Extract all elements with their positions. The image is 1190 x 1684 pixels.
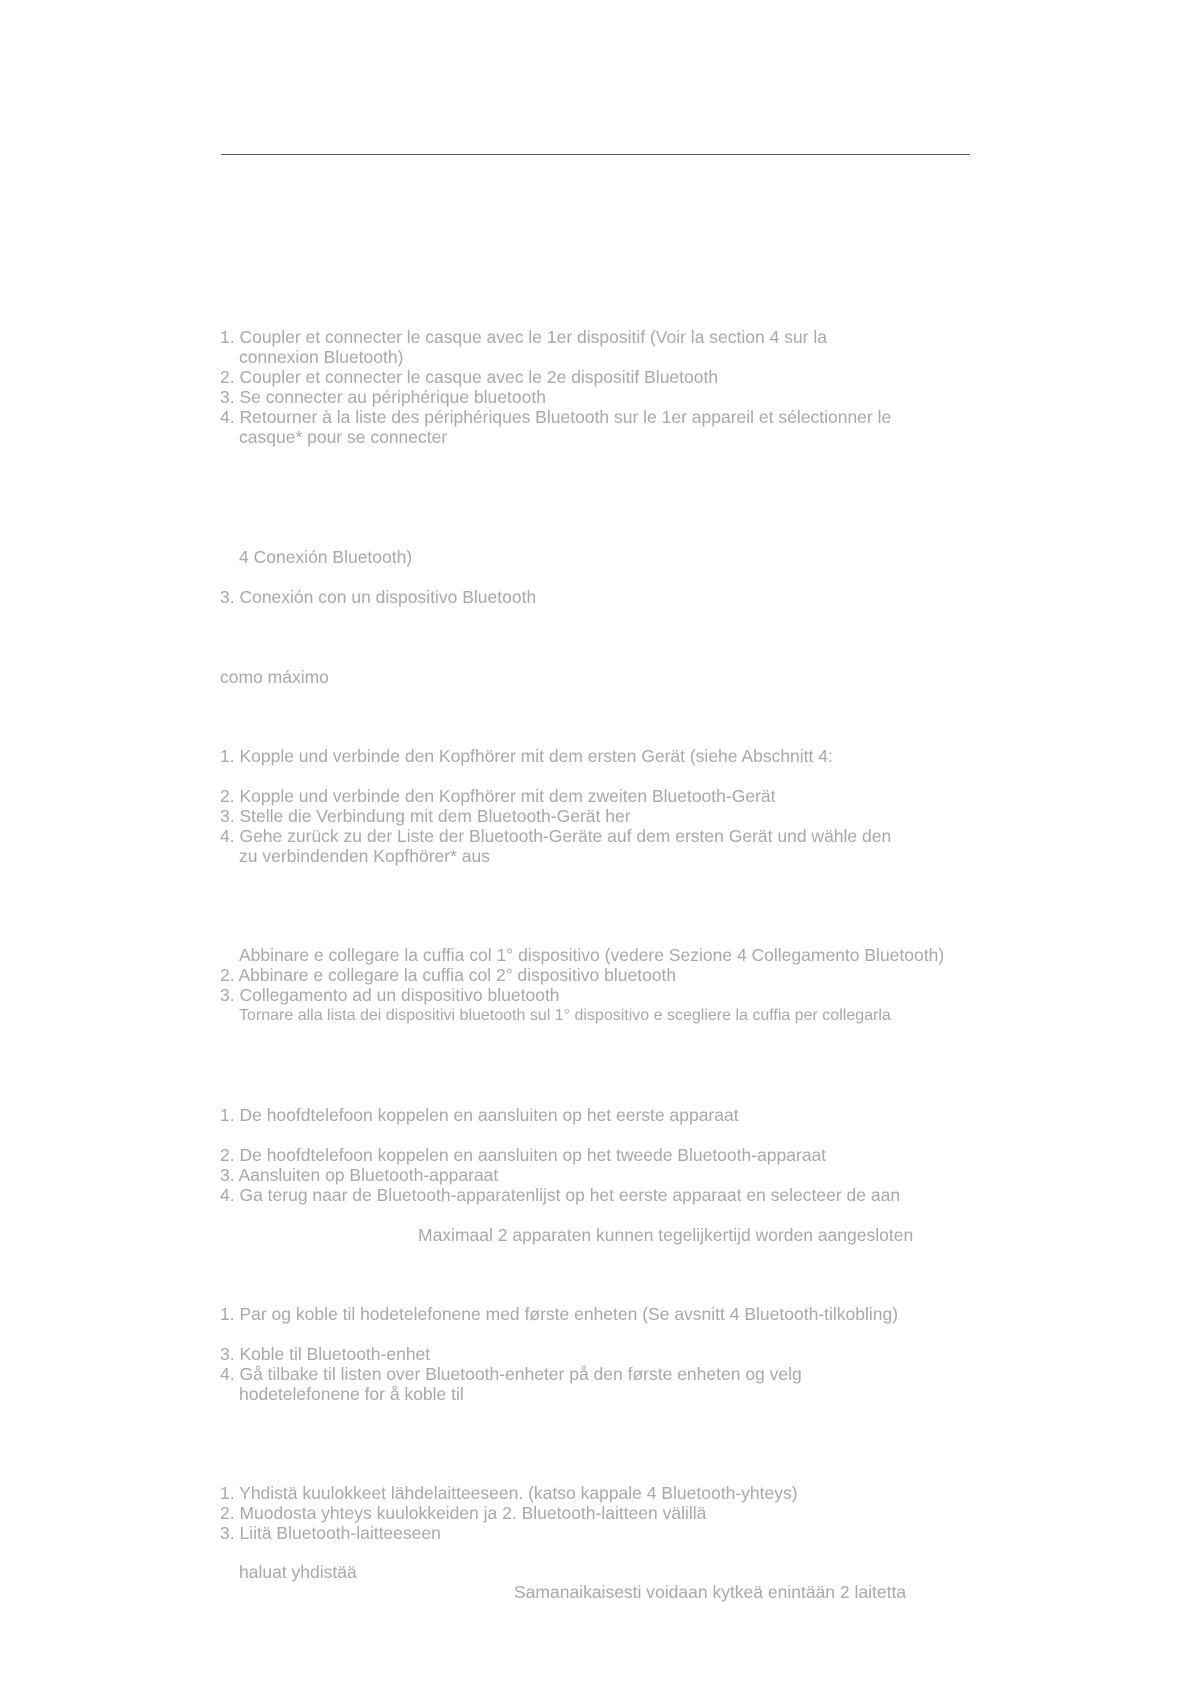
header-rule	[221, 154, 970, 155]
de-step-3: 3. Stelle die Verbindung mit dem Bluetooth-Gerät her	[220, 806, 631, 826]
nl-step-3: 3. Aansluiten op Bluetooth-apparaat	[220, 1165, 499, 1185]
it-step-2: 2. Abbinare e collegare la cuffia col 2° dispositivo bluetooth	[220, 965, 677, 985]
nl-note: Maximaal 2 apparaten kunnen tegelijkertijd worden aangesloten	[418, 1225, 914, 1245]
fr-step-1-cont: connexion Bluetooth)	[239, 347, 404, 367]
fi-step-3: 3. Liitä Bluetooth-laitteeseen	[220, 1523, 441, 1543]
it-step-3: 3. Collegamento ad un dispositivo bluetooth	[220, 985, 560, 1005]
es-step-3: 3. Conexión con un dispositivo Bluetooth	[220, 587, 537, 607]
fi-step-4: haluat yhdistää	[239, 1562, 357, 1582]
nl-step-2: 2. De hoofdtelefoon koppelen en aansluiten op het tweede Bluetooth-apparaat	[220, 1145, 827, 1165]
fr-step-4: 4. Retourner à la liste des périphériques Bluetooth sur le 1er appareil et sélectionner le	[220, 407, 892, 427]
fi-note: Samanaikaisesti voidaan kytkeä enintään 2 laitetta	[514, 1582, 907, 1602]
fr-step-1: 1. Coupler et connecter le casque avec le 1er dispositif (Voir la section 4 sur la	[220, 327, 827, 347]
no-step-4-cont: hodetelefonene for å koble til	[239, 1384, 464, 1404]
fr-step-4-cont: casque* pour se connecter	[239, 427, 448, 447]
no-step-3: 3. Koble til Bluetooth-enhet	[220, 1344, 431, 1364]
no-step-1: 1. Par og koble til hodetelefonene med første enheten (Se avsnitt 4 Bluetooth-tilkobling)	[220, 1304, 899, 1324]
de-step-4: 4. Gehe zurück zu der Liste der Bluetooth-Geräte auf dem ersten Gerät und wähle den	[220, 826, 892, 846]
nl-step-1: 1. De hoofdtelefoon koppelen en aansluiten op het eerste apparaat	[220, 1105, 739, 1125]
es-note: como máximo	[220, 667, 329, 687]
fr-step-2: 2. Coupler et connecter le casque avec le 2e dispositif Bluetooth	[220, 367, 719, 387]
de-step-2: 2. Kopple und verbinde den Kopfhörer mit dem zweiten Bluetooth-Gerät	[220, 786, 776, 806]
de-step-4-cont: zu verbindenden Kopfhörer* aus	[239, 846, 491, 866]
no-step-4: 4. Gå tilbake til listen over Bluetooth-enheter på den første enheten og velg	[220, 1364, 802, 1384]
it-step-1: Abbinare e collegare la cuffia col 1° dispositivo (vedere Sezione 4 Collegamento Bluetooth)	[239, 945, 945, 965]
es-step-1-cont: 4 Conexión Bluetooth)	[239, 547, 413, 567]
fi-step-1: 1. Yhdistä kuulokkeet lähdelaitteeseen. (katso kappale 4 Bluetooth-yhteys)	[220, 1483, 798, 1503]
fi-step-2: 2. Muodosta yhteys kuulokkeiden ja 2. Bluetooth-laitteen välillä	[220, 1503, 707, 1523]
fr-step-3: 3. Se connecter au périphérique bluetooth	[220, 387, 546, 407]
it-step-4: Tornare alla lista dei dispositivi bluetooth sul 1° dispositivo e scegliere la cuffia per collegarla	[239, 1007, 891, 1024]
de-step-1: 1. Kopple und verbinde den Kopfhörer mit dem ersten Gerät (siehe Abschnitt 4:	[220, 746, 833, 766]
nl-step-4: 4. Ga terug naar de Bluetooth-apparatenlijst op het eerste apparaat en selecteer de aan	[220, 1185, 901, 1205]
